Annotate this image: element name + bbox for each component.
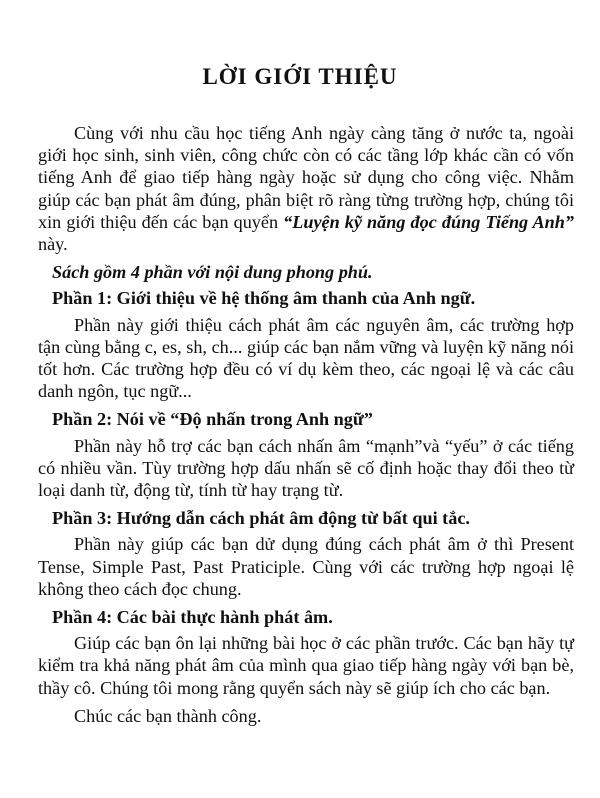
- intro-text-after: này.: [38, 234, 68, 255]
- book-title: “Luyện kỹ năng đọc đúng Tiếng Anh”: [283, 211, 575, 232]
- section-1-heading: Phần 1: Giới thiệu về hệ thống âm thanh của Anh ngữ.: [52, 288, 476, 309]
- section-4-body: Giúp các bạn ôn lại những bài học ở các phần trước. Các bạn hãy tự kiểm tra khả năng phát âm của mình qua giao tiếp hàng ngày với bạn bè, thầy cô. Chúng tôi mong rằng quyển sách này sẽ giúp ích cho các bạn.: [38, 633, 574, 698]
- section-3-body: Phần này giúp các bạn dử dụng đúng cách phát âm ở thì Present Tense, Simple Past, Past Praticiple. Cùng với các trường hợp ngoại lệ không theo cách đọc chung.: [38, 534, 574, 599]
- page-title: LỜI GIỚI THIỆU: [202, 64, 398, 89]
- section-2-heading: Phần 2: Nói về “Độ nhấn trong Anh ngữ”: [52, 409, 373, 430]
- section-4-heading: Phần 4: Các bài thực hành phát âm.: [52, 607, 333, 628]
- closing-line: Chúc các bạn thành công.: [74, 705, 262, 726]
- section-2-body: Phần này hỗ trợ các bạn cách nhấn âm “mạnh”và “yếu” ở các tiếng có nhiều vần. Tùy trường hợp dấu nhấn sẽ cố định hoặc thay đổi theo từ loại danh từ, động từ, tính từ hay trạng từ.: [38, 435, 574, 501]
- intro-text-before: Cùng với nhu cầu học tiếng Anh ngày càng tăng ở nước ta, ngoài giới học sinh, sinh viên, công chức còn có các tầng lớp khác cần có vốn tiếng Anh để giao tiếp hàng ngày hoặc sử dụng cho công việc. Nhằm giúp các bạn phát âm đúng, phân biệt rõ ràng từng trường hợp, chúng tôi xin giới thiệu đến các bạn quyển: [38, 123, 574, 232]
- summary-heading: Sách gồm 4 phần với nội dung phong phú.: [52, 262, 373, 283]
- section-1-body: Phần này giới thiệu cách phát âm các nguyên âm, các trường hợp tận cùng bằng c, es, sh, ch... giúp các bạn nắm vững và luyện kỹ năng nói tốt hơn. Các trường hợp đều có ví dụ kèm theo, các ngoại lệ và các câu danh ngôn, tục ngữ...: [38, 314, 574, 402]
- section-3-heading: Phần 3: Hướng dẫn cách phát âm động từ bất qui tắc.: [52, 508, 470, 529]
- intro-paragraph: [38, 122, 574, 255]
- document-body: [38, 122, 574, 727]
